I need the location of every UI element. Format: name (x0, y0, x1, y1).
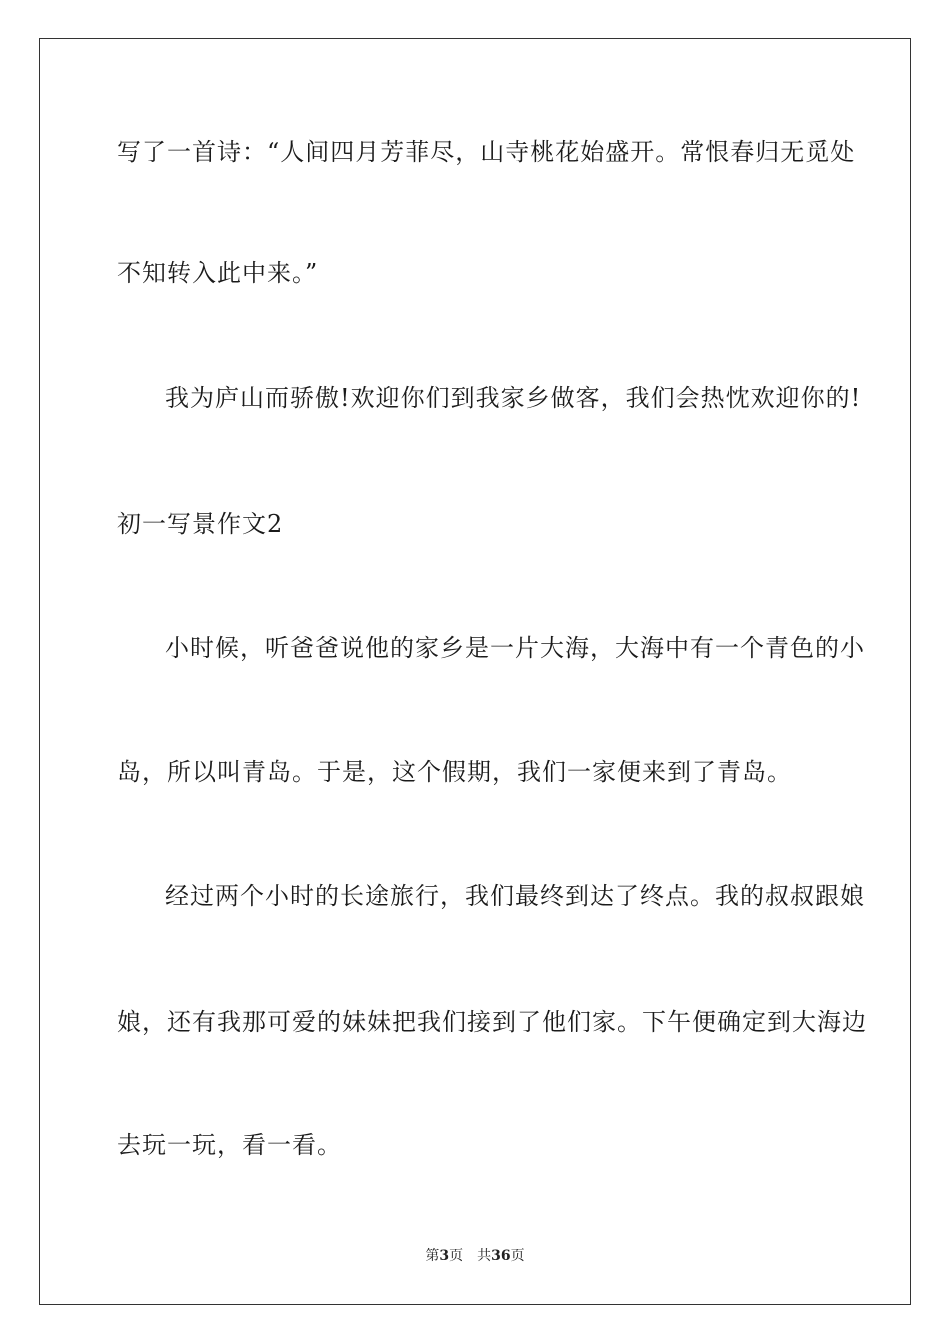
page-prefix: 第 (425, 1248, 440, 1264)
text-line: 去玩一玩，看一看。 (117, 1131, 342, 1159)
page-frame (39, 38, 911, 1305)
total-suffix: 页 (510, 1248, 525, 1264)
text-line: 我为庐山而骄傲!欢迎你们到我家乡做客，我们会热忱欢迎你的! (165, 384, 862, 412)
text-line: 不知转入此中来。” (117, 259, 319, 287)
text-line: 写了一首诗：“人间四月芳菲尽，山寺桃花始盛开。常恨春归无觅处 (117, 138, 856, 166)
section-heading: 初一写景作文2 (117, 510, 284, 538)
text-line: 岛，所以叫青岛。于是，这个假期，我们一家便来到了青岛。 (117, 758, 792, 786)
text-line: 小时候，听爸爸说他的家乡是一片大海，大海中有一个青色的小 (165, 634, 865, 662)
text-line: 娘，还有我那可爱的妹妹把我们接到了他们家。下午便确定到大海边 (117, 1008, 867, 1036)
total-prefix: 共 (477, 1248, 492, 1264)
page-suffix: 页 (449, 1248, 464, 1264)
page-number: 3 (439, 1248, 450, 1264)
text-line: 经过两个小时的长途旅行，我们最终到达了终点。我的叔叔跟娘 (165, 882, 865, 910)
total-pages: 36 (491, 1248, 511, 1264)
page-footer (0, 1247, 950, 1265)
